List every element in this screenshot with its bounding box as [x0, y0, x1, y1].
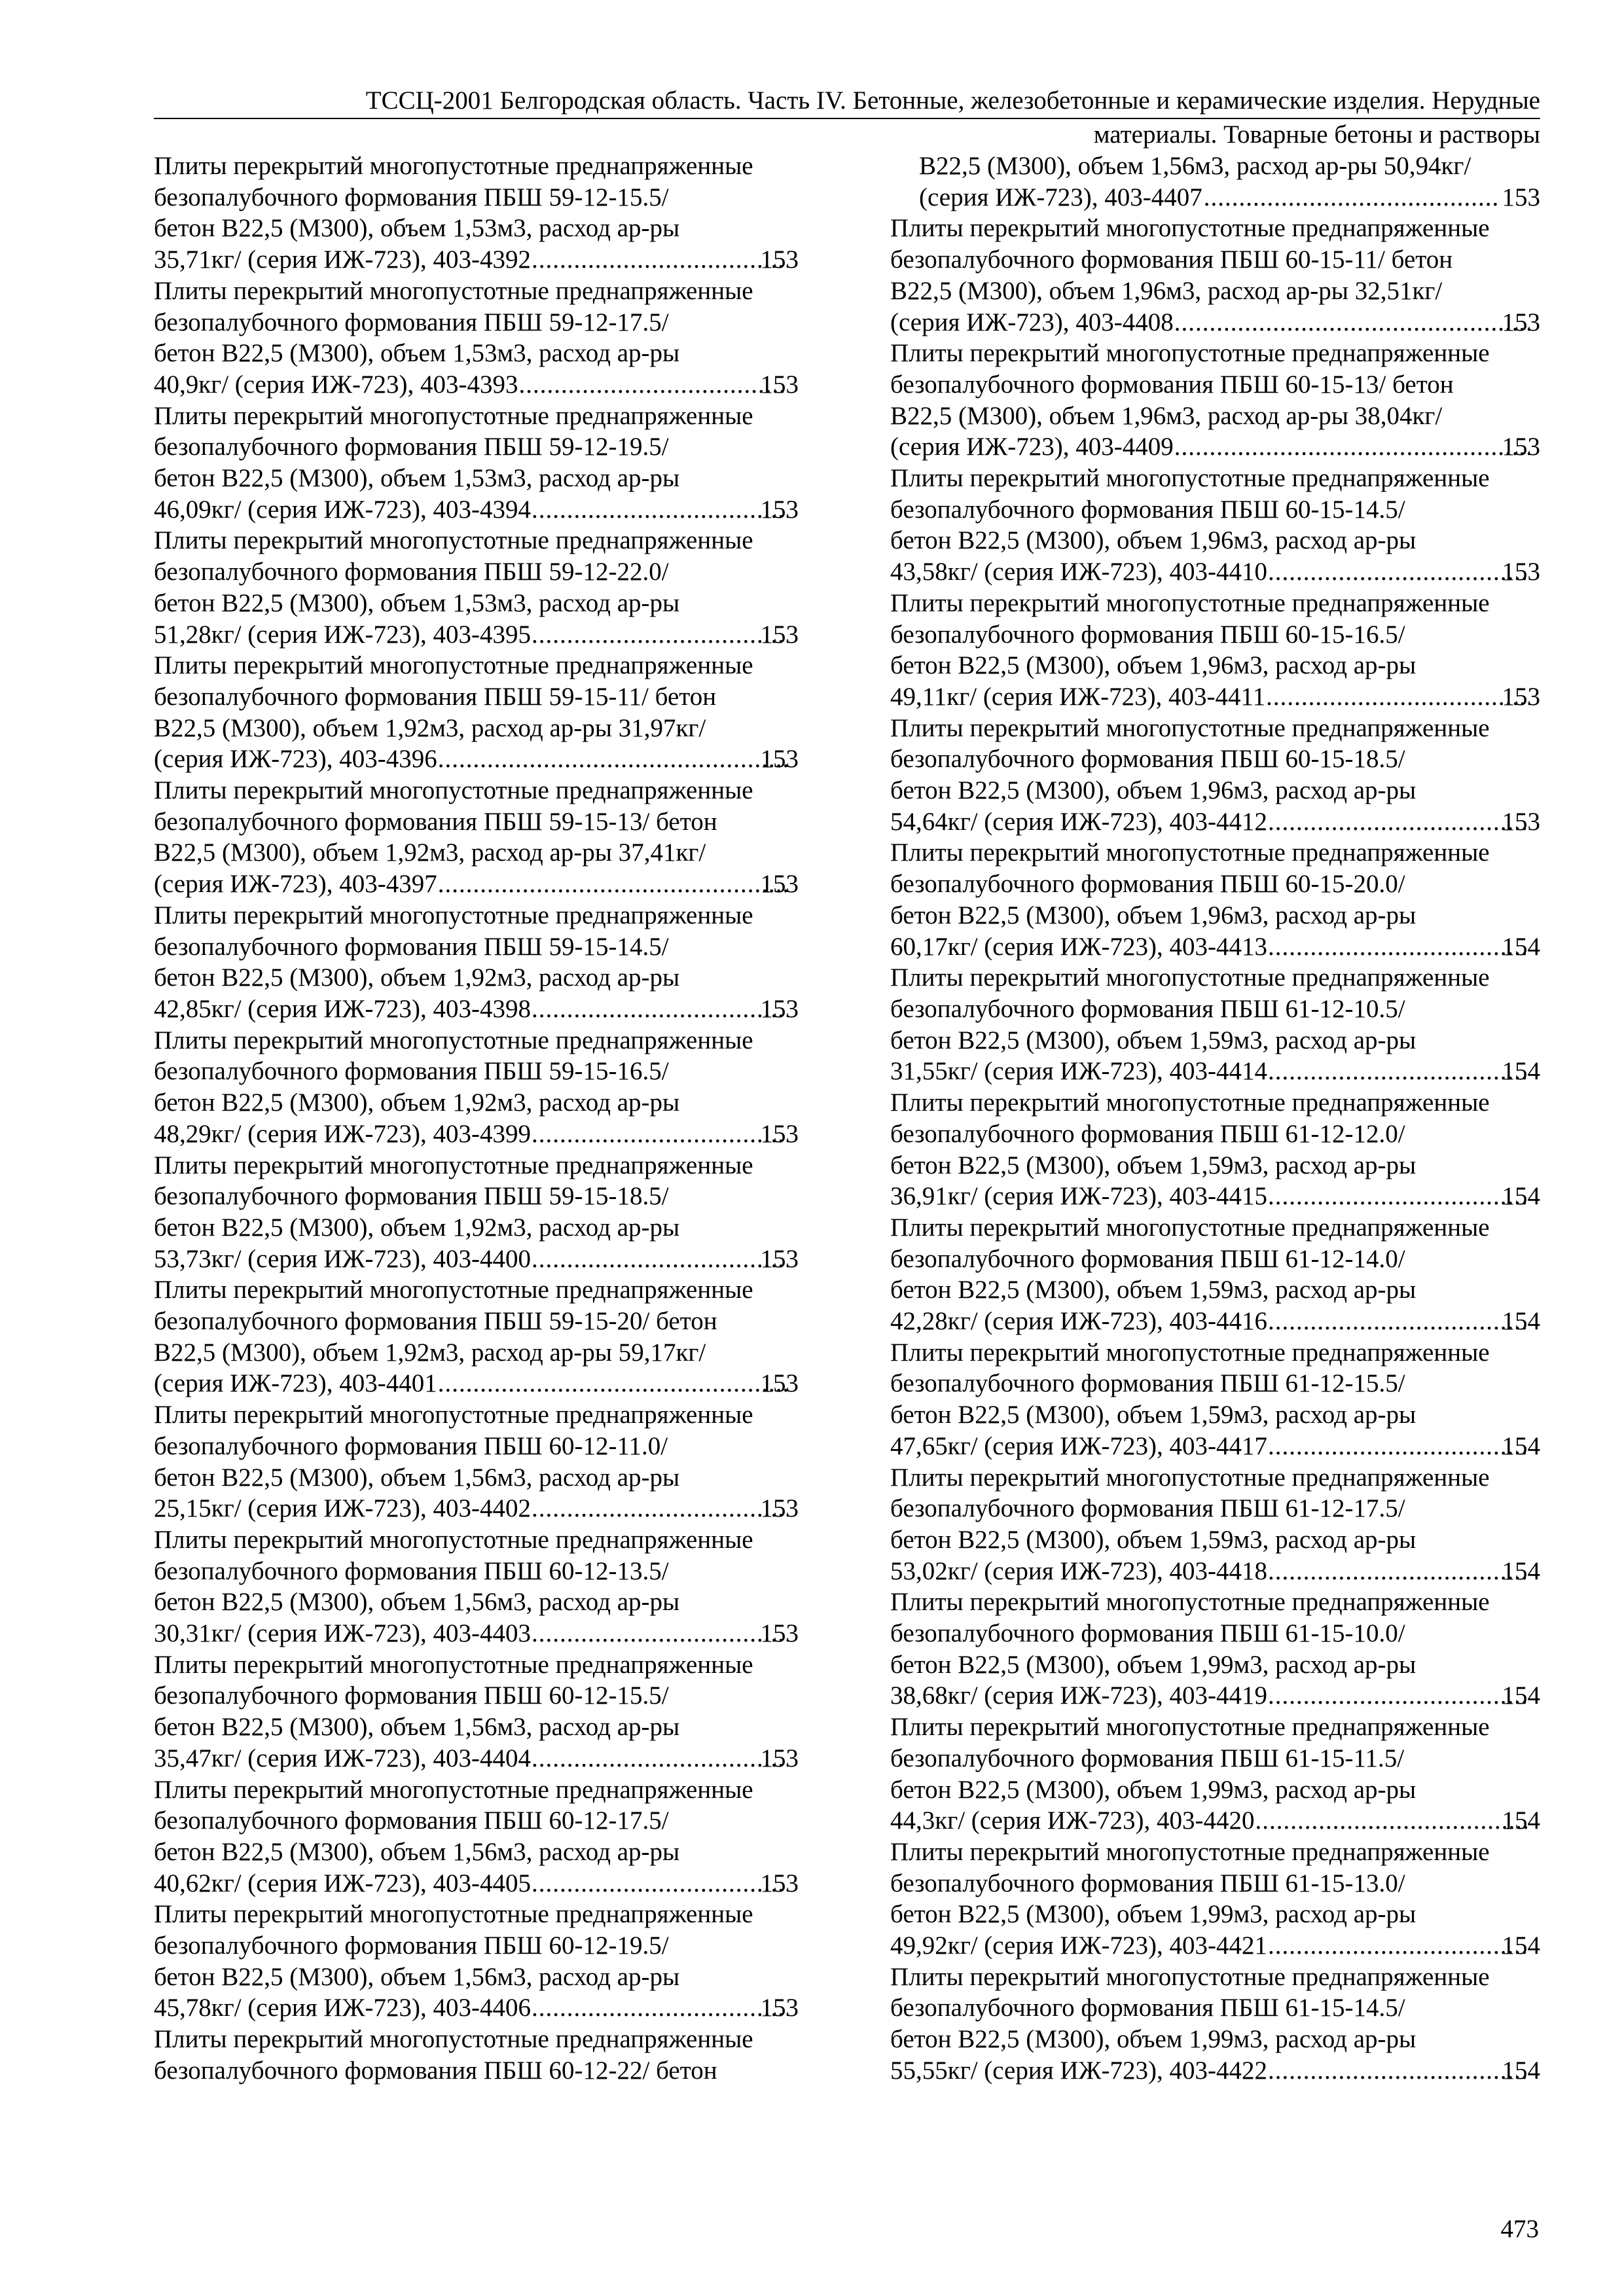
entry-text-line: безопалубочного формования ПБШ 61-15-11.5/: [890, 1744, 1405, 1772]
entry-text-line: безопалубочного формования ПБШ 60-12-19.5/: [154, 1931, 669, 1960]
entry-code-text: 25,15кг/ (серия ИЖ-723), 403-4402: [154, 1494, 531, 1523]
entry-text-line: Плиты перекрытий многопустотные преднапряженные: [154, 901, 753, 929]
entry-text-line: Плиты перекрытий многопустотные преднапряженные: [154, 152, 753, 180]
entry-page-ref: 153: [760, 1369, 799, 1398]
entry-page-ref: 154: [1502, 1556, 1540, 1585]
index-entry: [154, 775, 799, 900]
index-entry: [154, 2024, 799, 2086]
entry-final-line: [890, 681, 1540, 713]
entry-final-line: [890, 1431, 1540, 1462]
entry-page-ref: 154: [1502, 1681, 1540, 1710]
entry-page-ref: 153: [760, 745, 799, 774]
entry-code-text: 46,09кг/ (серия ИЖ-723), 403-4394: [154, 495, 531, 524]
entry-text-line: бетон В22,5 (М300), объем 1,56м3, расход ар-ры: [154, 1837, 680, 1866]
index-entry: [890, 213, 1540, 338]
dot-leader: [532, 1493, 788, 1524]
index-entry: [154, 1025, 799, 1150]
entry-text-line: В22,5 (М300), объем 1,96м3, расход ар-ры 38,04кг/: [890, 401, 1443, 430]
entry-code-text: 55,55кг/ (серия ИЖ-723), 403-4422: [890, 2056, 1267, 2085]
entry-final-line: [919, 182, 1540, 213]
entry-text-line: безопалубочного формования ПБШ 59-15-20/ бетон: [154, 1307, 717, 1336]
entry-page-ref: 153: [760, 1744, 799, 1772]
dot-leader: [532, 619, 788, 651]
entry-final-line: [890, 1056, 1540, 1087]
entry-text-line: Плиты перекрытий многопустотные преднапряженные: [890, 1338, 1490, 1367]
entry-text-line: безопалубочного формования ПБШ 61-12-15.5/: [890, 1369, 1405, 1398]
entry-code-text: (серия ИЖ-723), 403-4407: [919, 183, 1202, 211]
entry-final-line: [154, 369, 799, 401]
entry-text-line: бетон В22,5 (М300), объем 1,53м3, расход ар-ры: [154, 214, 680, 243]
index-entry: [154, 1150, 799, 1275]
entry-code-text: 45,78кг/ (серия ИЖ-723), 403-4406: [154, 1994, 531, 2022]
entry-code-text: 35,47кг/ (серия ИЖ-723), 403-4404: [154, 1744, 531, 1772]
entry-code-text: (серия ИЖ-723), 403-4397: [154, 870, 437, 899]
entry-page-ref: 153: [760, 620, 799, 649]
right-column: [890, 151, 1540, 2087]
entry-code-text: 60,17кг/ (серия ИЖ-723), 403-4413: [890, 932, 1267, 961]
entry-final-line: [890, 1805, 1540, 1837]
entry-code-text: (серия ИЖ-723), 403-4396: [154, 745, 437, 774]
entry-page-ref: 154: [1502, 1182, 1540, 1211]
entry-text-line: бетон В22,5 (М300), объем 1,99м3, расход ар-ры: [890, 1775, 1416, 1804]
index-entry: [154, 401, 799, 526]
dot-leader: [1269, 2055, 1530, 2087]
entry-text-line: Плиты перекрытий многопустотные преднапряженные: [154, 1775, 753, 1804]
index-entry: [890, 151, 1540, 213]
entry-text-line: бетон В22,5 (М300), объем 1,99м3, расход ар-ры: [890, 1650, 1416, 1679]
entry-final-line: [154, 1368, 799, 1399]
entry-text-line: Плиты перекрытий многопустотные преднапряженные: [890, 1588, 1490, 1617]
dot-leader: [532, 1868, 788, 1899]
entry-final-line: [890, 931, 1540, 963]
entry-text-line: Плиты перекрытий многопустотные преднапряженные: [154, 1401, 753, 1429]
dot-leader: [1269, 1181, 1530, 1212]
entry-text-line: бетон В22,5 (М300), объем 1,99м3, расход ар-ры: [890, 1900, 1416, 1929]
entry-text-line: Плиты перекрытий многопустотные преднапряженные: [890, 838, 1490, 867]
entry-text-line: безопалубочного формования ПБШ 60-15-13/ бетон: [890, 370, 1454, 399]
entry-text-line: бетон В22,5 (М300), объем 1,96м3, расход ар-ры: [890, 526, 1416, 555]
entry-page-ref: 153: [760, 1119, 799, 1148]
entry-final-line: [154, 1493, 799, 1524]
entry-text-line: Плиты перекрытий многопустотные преднапряженные: [890, 713, 1490, 742]
entry-final-line: [890, 431, 1540, 463]
dot-leader: [1269, 1680, 1530, 1712]
entry-text-line: бетон В22,5 (М300), объем 1,59м3, расход ар-ры: [890, 1151, 1416, 1179]
entry-text-line: Плиты перекрытий многопустотные преднапряженные: [154, 1276, 753, 1304]
entry-text-line: Плиты перекрытий многопустотные преднапряженные: [154, 1525, 753, 1554]
entry-final-line: [154, 744, 799, 775]
entry-text-line: бетон В22,5 (М300), объем 1,99м3, расход ар-ры: [890, 2025, 1416, 2054]
entry-code-text: 49,11кг/ (серия ИЖ-723), 403-4411: [890, 682, 1266, 711]
index-entry: [154, 900, 799, 1025]
entry-final-line: [890, 1680, 1540, 1712]
entry-text-line: Плиты перекрытий многопустотные преднапряженные: [890, 1463, 1490, 1492]
entry-text-line: бетон В22,5 (М300), объем 1,53м3, расход ар-ры: [154, 339, 680, 368]
entry-code-text: 31,55кг/ (серия ИЖ-723), 403-4414: [890, 1057, 1267, 1086]
running-header: [154, 84, 1540, 151]
index-entry: [890, 1462, 1540, 1587]
entry-final-line: [154, 619, 799, 651]
entry-text-line: бетон В22,5 (М300), объем 1,96м3, расход ар-ры: [890, 901, 1416, 929]
entry-text-line: Плиты перекрытий многопустотные преднапряженные: [154, 776, 753, 805]
dot-leader: [1269, 1431, 1530, 1462]
left-column: [154, 151, 799, 2087]
entry-page-ref: 153: [760, 245, 799, 274]
entry-text-line: Плиты перекрытий многопустотные преднапряженные: [890, 1213, 1490, 1242]
entry-code-text: 38,68кг/ (серия ИЖ-723), 403-4419: [890, 1681, 1267, 1710]
entry-text-line: Плиты перекрытий многопустотные преднапряженные: [154, 401, 753, 430]
dot-leader: [1267, 681, 1529, 713]
dot-leader: [532, 1119, 788, 1150]
dot-leader: [1269, 556, 1530, 588]
entry-text-line: Плиты перекрытий многопустотные преднапряженные: [154, 651, 753, 680]
entry-text-line: В22,5 (М300), объем 1,56м3, расход ар-ры 50,94кг/: [919, 152, 1471, 180]
entry-final-line: [890, 1930, 1540, 1962]
index-entry: [154, 1649, 799, 1774]
entry-final-line: [154, 244, 799, 276]
entry-page-ref: 153: [760, 1869, 799, 1897]
entry-code-text: 30,31кг/ (серия ИЖ-723), 403-4403: [154, 1619, 531, 1648]
index-entry: [890, 463, 1540, 588]
index-entry: [890, 1712, 1540, 1837]
entry-page-ref: 154: [1502, 932, 1540, 961]
entry-page-ref: 153: [1502, 807, 1540, 836]
entry-final-line: [890, 806, 1540, 838]
entry-code-text: 47,65кг/ (серия ИЖ-723), 403-4417: [890, 1431, 1267, 1460]
entry-final-line: [890, 307, 1540, 338]
index-entry: [154, 1774, 799, 1899]
entry-final-line: [154, 1618, 799, 1649]
dot-leader: [1175, 307, 1530, 338]
entry-code-text: (серия ИЖ-723), 403-4409: [890, 433, 1174, 461]
dot-leader: [520, 369, 788, 401]
dot-leader: [1269, 931, 1530, 963]
index-entry: [890, 588, 1540, 713]
entry-text-line: безопалубочного формования ПБШ 59-12-15.5/: [154, 183, 669, 211]
entry-final-line: [154, 869, 799, 900]
dot-leader: [532, 494, 788, 526]
entry-text-line: бетон В22,5 (М300), объем 1,53м3, расход ар-ры: [154, 464, 680, 493]
dot-leader: [1269, 1930, 1530, 1962]
entry-code-text: 36,91кг/ (серия ИЖ-723), 403-4415: [890, 1182, 1267, 1211]
dot-leader: [532, 1743, 788, 1774]
header-title-line2: материалы. Товарные бетоны и растворы: [1093, 120, 1540, 149]
index-entry: [154, 1524, 799, 1649]
entry-text-line: Плиты перекрытий многопустотные преднапряженные: [154, 526, 753, 555]
entry-final-line: [154, 1992, 799, 2024]
entry-text-line: Плиты перекрытий многопустотные преднапряженные: [154, 2025, 753, 2054]
index-entry: [890, 1962, 1540, 2087]
entry-text-line: безопалубочного формования ПБШ 60-15-14.5/: [890, 495, 1405, 524]
entry-text-line: Плиты перекрытий многопустотные преднапряженные: [890, 214, 1490, 243]
index-entry: [154, 525, 799, 650]
entry-page-ref: 153: [760, 1994, 799, 2022]
entry-page-ref: 154: [1502, 2056, 1540, 2085]
header-title-line1: ТССЦ-2001 Белгородская область. Часть IV. Бетонные, железобетонные и керамические изделия. Нерудные: [365, 86, 1540, 115]
entry-code-text: 42,85кг/ (серия ИЖ-723), 403-4398: [154, 994, 531, 1023]
entry-text-line: безопалубочного формования ПБШ 60-12-22/ бетон: [154, 2056, 717, 2085]
dot-leader: [439, 1368, 788, 1399]
index-entry: [890, 837, 1540, 962]
dot-leader: [532, 1618, 788, 1649]
entry-page-ref: 154: [1502, 1307, 1540, 1336]
entry-text-line: безопалубочного формования ПБШ 60-12-15.5/: [154, 1681, 669, 1710]
entry-code-text: 40,62кг/ (серия ИЖ-723), 403-4405: [154, 1869, 531, 1897]
entry-text-line: Плиты перекрытий многопустотные преднапряженные: [154, 1900, 753, 1929]
entry-page-ref: 153: [760, 870, 799, 899]
entry-text-line: безопалубочного формования ПБШ 61-12-17.5/: [890, 1494, 1405, 1523]
entry-page-ref: 153: [760, 1494, 799, 1523]
entry-text-line: бетон В22,5 (М300), объем 1,92м3, расход ар-ры: [154, 1213, 680, 1242]
entry-text-line: безопалубочного формования ПБШ 61-15-13.0/: [890, 1869, 1405, 1897]
entry-page-ref: 153: [760, 1619, 799, 1648]
entry-text-line: Плиты перекрытий многопустотные преднапряженные: [154, 1026, 753, 1054]
dot-leader: [439, 869, 788, 900]
page-number: 473: [1500, 2215, 1539, 2243]
index-entry: [890, 338, 1540, 463]
dot-leader: [1256, 1805, 1530, 1837]
entry-text-line: безопалубочного формования ПБШ 59-15-18.5/: [154, 1182, 669, 1211]
entry-text-line: Плиты перекрытий многопустотные преднапряженные: [890, 1837, 1490, 1866]
entry-text-line: В22,5 (М300), объем 1,96м3, расход ар-ры 32,51кг/: [890, 276, 1443, 305]
dot-leader: [532, 244, 788, 276]
entry-text-line: В22,5 (М300), объем 1,92м3, расход ар-ры 31,97кг/: [154, 713, 706, 742]
entry-text-line: Плиты перекрытий многопустотные преднапряженные: [154, 1151, 753, 1179]
entry-text-line: Плиты перекрытий многопустотные преднапряженные: [890, 1962, 1490, 1991]
index-entry: [154, 1274, 799, 1399]
entry-text-line: Плиты перекрытий многопустотные преднапряженные: [890, 339, 1490, 368]
entry-final-line: [154, 1119, 799, 1150]
entry-text-line: бетон В22,5 (М300), объем 1,56м3, расход ар-ры: [154, 1713, 680, 1742]
dot-leader: [1269, 1556, 1530, 1587]
entry-code-text: 44,3кг/ (серия ИЖ-723), 403-4420: [890, 1806, 1255, 1835]
entry-text-line: безопалубочного формования ПБШ 61-12-14.0/: [890, 1244, 1405, 1273]
entry-text-line: бетон В22,5 (М300), объем 1,92м3, расход ар-ры: [154, 1088, 680, 1117]
entry-text-line: бетон В22,5 (М300), объем 1,59м3, расход ар-ры: [890, 1401, 1416, 1429]
index-entry: [154, 1399, 799, 1524]
index-entry: [890, 1837, 1540, 1962]
entry-code-text: 43,58кг/ (серия ИЖ-723), 403-4410: [890, 558, 1267, 586]
entry-text-line: безопалубочного формования ПБШ 59-12-22.0/: [154, 558, 669, 586]
entry-text-line: безопалубочного формования ПБШ 60-15-11/ бетон: [890, 245, 1453, 274]
entry-text-line: бетон В22,5 (М300), объем 1,96м3, расход ар-ры: [890, 776, 1416, 805]
index-entry: [154, 276, 799, 401]
entry-code-text: 49,92кг/ (серия ИЖ-723), 403-4421: [890, 1931, 1267, 1960]
entry-page-ref: 153: [1502, 433, 1540, 461]
entry-text-line: безопалубочного формования ПБШ 59-12-19.5/: [154, 433, 669, 461]
index-entry: [890, 713, 1540, 838]
entry-final-line: [890, 1181, 1540, 1212]
index-entry: [890, 1587, 1540, 1712]
entry-text-line: бетон В22,5 (М300), объем 1,56м3, расход ар-ры: [154, 1962, 680, 1991]
dot-leader: [1204, 182, 1501, 213]
entry-text-line: Плиты перекрытий многопустотные преднапряженные: [154, 1650, 753, 1679]
entry-text-line: Плиты перекрытий многопустотные преднапряженные: [890, 1088, 1490, 1117]
entry-text-line: безопалубочного формования ПБШ 61-12-10.5/: [890, 994, 1405, 1023]
index-entry: [890, 1212, 1540, 1337]
entry-final-line: [154, 494, 799, 526]
entry-page-ref: 154: [1502, 1057, 1540, 1086]
entry-text-line: безопалубочного формования ПБШ 59-15-14.5/: [154, 932, 669, 961]
entry-final-line: [890, 1556, 1540, 1587]
entry-page-ref: 153: [1502, 558, 1540, 586]
entry-final-line: [890, 2055, 1540, 2087]
entry-page-ref: 153: [1502, 308, 1540, 336]
entry-text-line: Плиты перекрытий многопустотные преднапряженные: [890, 464, 1490, 493]
entry-final-line: [890, 556, 1540, 588]
entry-text-line: безопалубочного формования ПБШ 60-15-20.0/: [890, 870, 1405, 899]
dot-leader: [1269, 1056, 1530, 1087]
entry-code-text: 48,29кг/ (серия ИЖ-723), 403-4399: [154, 1119, 531, 1148]
entry-page-ref: 154: [1502, 1431, 1540, 1460]
entry-text-line: безопалубочного формования ПБШ 60-12-13.5/: [154, 1556, 669, 1585]
entry-text-line: безопалубочного формования ПБШ 59-12-17.5/: [154, 308, 669, 336]
entry-text-line: Плиты перекрытий многопустотные преднапряженные: [890, 963, 1490, 992]
index-entry: [154, 650, 799, 775]
entry-text-line: безопалубочного формования ПБШ 60-15-18.5/: [890, 745, 1405, 774]
entry-code-text: 53,73кг/ (серия ИЖ-723), 403-4400: [154, 1244, 531, 1273]
entry-text-line: безопалубочного формования ПБШ 59-15-16.5/: [154, 1057, 669, 1086]
index-entry: [890, 1087, 1540, 1212]
entry-text-line: безопалубочного формования ПБШ 60-15-16.5/: [890, 620, 1405, 649]
entry-code-text: 40,9кг/ (серия ИЖ-723), 403-4393: [154, 370, 518, 399]
entry-text-line: бетон В22,5 (М300), объем 1,92м3, расход ар-ры: [154, 963, 680, 992]
index-entry: [890, 1337, 1540, 1462]
entry-text-line: бетон В22,5 (М300), объем 1,96м3, расход ар-ры: [890, 651, 1416, 680]
entry-text-line: бетон В22,5 (М300), объем 1,59м3, расход ар-ры: [890, 1276, 1416, 1304]
entry-final-line: [154, 1244, 799, 1275]
dot-leader: [1269, 806, 1530, 838]
entry-page-ref: 154: [1502, 1931, 1540, 1960]
dot-leader: [532, 1992, 788, 2024]
entry-text-line: В22,5 (М300), объем 1,92м3, расход ар-ры 37,41кг/: [154, 838, 706, 867]
entry-page-ref: 153: [760, 495, 799, 524]
entry-text-line: безопалубочного формования ПБШ 59-15-13/ бетон: [154, 807, 717, 836]
entry-page-ref: 154: [1502, 1806, 1540, 1835]
entry-text-line: безопалубочного формования ПБШ 61-15-14.5/: [890, 1994, 1405, 2022]
entry-final-line: [154, 1743, 799, 1774]
entry-text-line: В22,5 (М300), объем 1,92м3, расход ар-ры 59,17кг/: [154, 1338, 706, 1367]
dot-leader: [532, 994, 788, 1025]
dot-leader: [1175, 431, 1530, 463]
entry-text-line: Плиты перекрытий многопустотные преднапряженные: [890, 1713, 1490, 1742]
entry-code-text: 51,28кг/ (серия ИЖ-723), 403-4395: [154, 620, 531, 649]
index-entry: [890, 962, 1540, 1087]
dot-leader: [1269, 1306, 1530, 1337]
entry-text-line: Плиты перекрытий многопустотные преднапряженные: [154, 276, 753, 305]
entry-code-text: (серия ИЖ-723), 403-4401: [154, 1369, 437, 1398]
entry-code-text: 42,28кг/ (серия ИЖ-723), 403-4416: [890, 1307, 1267, 1336]
entry-text-line: безопалубочного формования ПБШ 60-12-17.5/: [154, 1806, 669, 1835]
entry-text-line: безопалубочного формования ПБШ 61-12-12.0/: [890, 1119, 1405, 1148]
entry-page-ref: 153: [760, 1244, 799, 1273]
entry-text-line: бетон В22,5 (М300), объем 1,59м3, расход ар-ры: [890, 1026, 1416, 1054]
entry-text-line: безопалубочного формования ПБШ 61-15-10.0/: [890, 1619, 1405, 1648]
entry-page-ref: 153: [1502, 183, 1540, 211]
entry-text-line: бетон В22,5 (М300), объем 1,53м3, расход ар-ры: [154, 588, 680, 617]
entry-text-line: бетон В22,5 (М300), объем 1,59м3, расход ар-ры: [890, 1525, 1416, 1554]
entry-code-text: 54,64кг/ (серия ИЖ-723), 403-4412: [890, 807, 1267, 836]
entry-final-line: [154, 994, 799, 1025]
entry-final-line: [890, 1306, 1540, 1337]
dot-leader: [439, 744, 788, 775]
entry-code-text: (серия ИЖ-723), 403-4408: [890, 308, 1174, 336]
entry-text-line: бетон В22,5 (М300), объем 1,56м3, расход ар-ры: [154, 1588, 680, 1617]
entry-text-line: безопалубочного формования ПБШ 60-12-11.0/: [154, 1431, 668, 1460]
entry-text-line: безопалубочного формования ПБШ 59-15-11/ бетон: [154, 682, 717, 711]
entry-page-ref: 153: [1502, 682, 1540, 711]
entry-text-line: бетон В22,5 (М300), объем 1,56м3, расход ар-ры: [154, 1463, 680, 1492]
dot-leader: [532, 1244, 788, 1275]
index-entry: [154, 151, 799, 276]
entry-code-text: 35,71кг/ (серия ИЖ-723), 403-4392: [154, 245, 531, 274]
entry-page-ref: 153: [760, 370, 799, 399]
index-entry: [154, 1899, 799, 2024]
entry-page-ref: 153: [760, 994, 799, 1023]
entry-text-line: Плиты перекрытий многопустотные преднапряженные: [890, 588, 1490, 617]
entry-final-line: [154, 1868, 799, 1899]
entry-code-text: 53,02кг/ (серия ИЖ-723), 403-4418: [890, 1556, 1267, 1585]
